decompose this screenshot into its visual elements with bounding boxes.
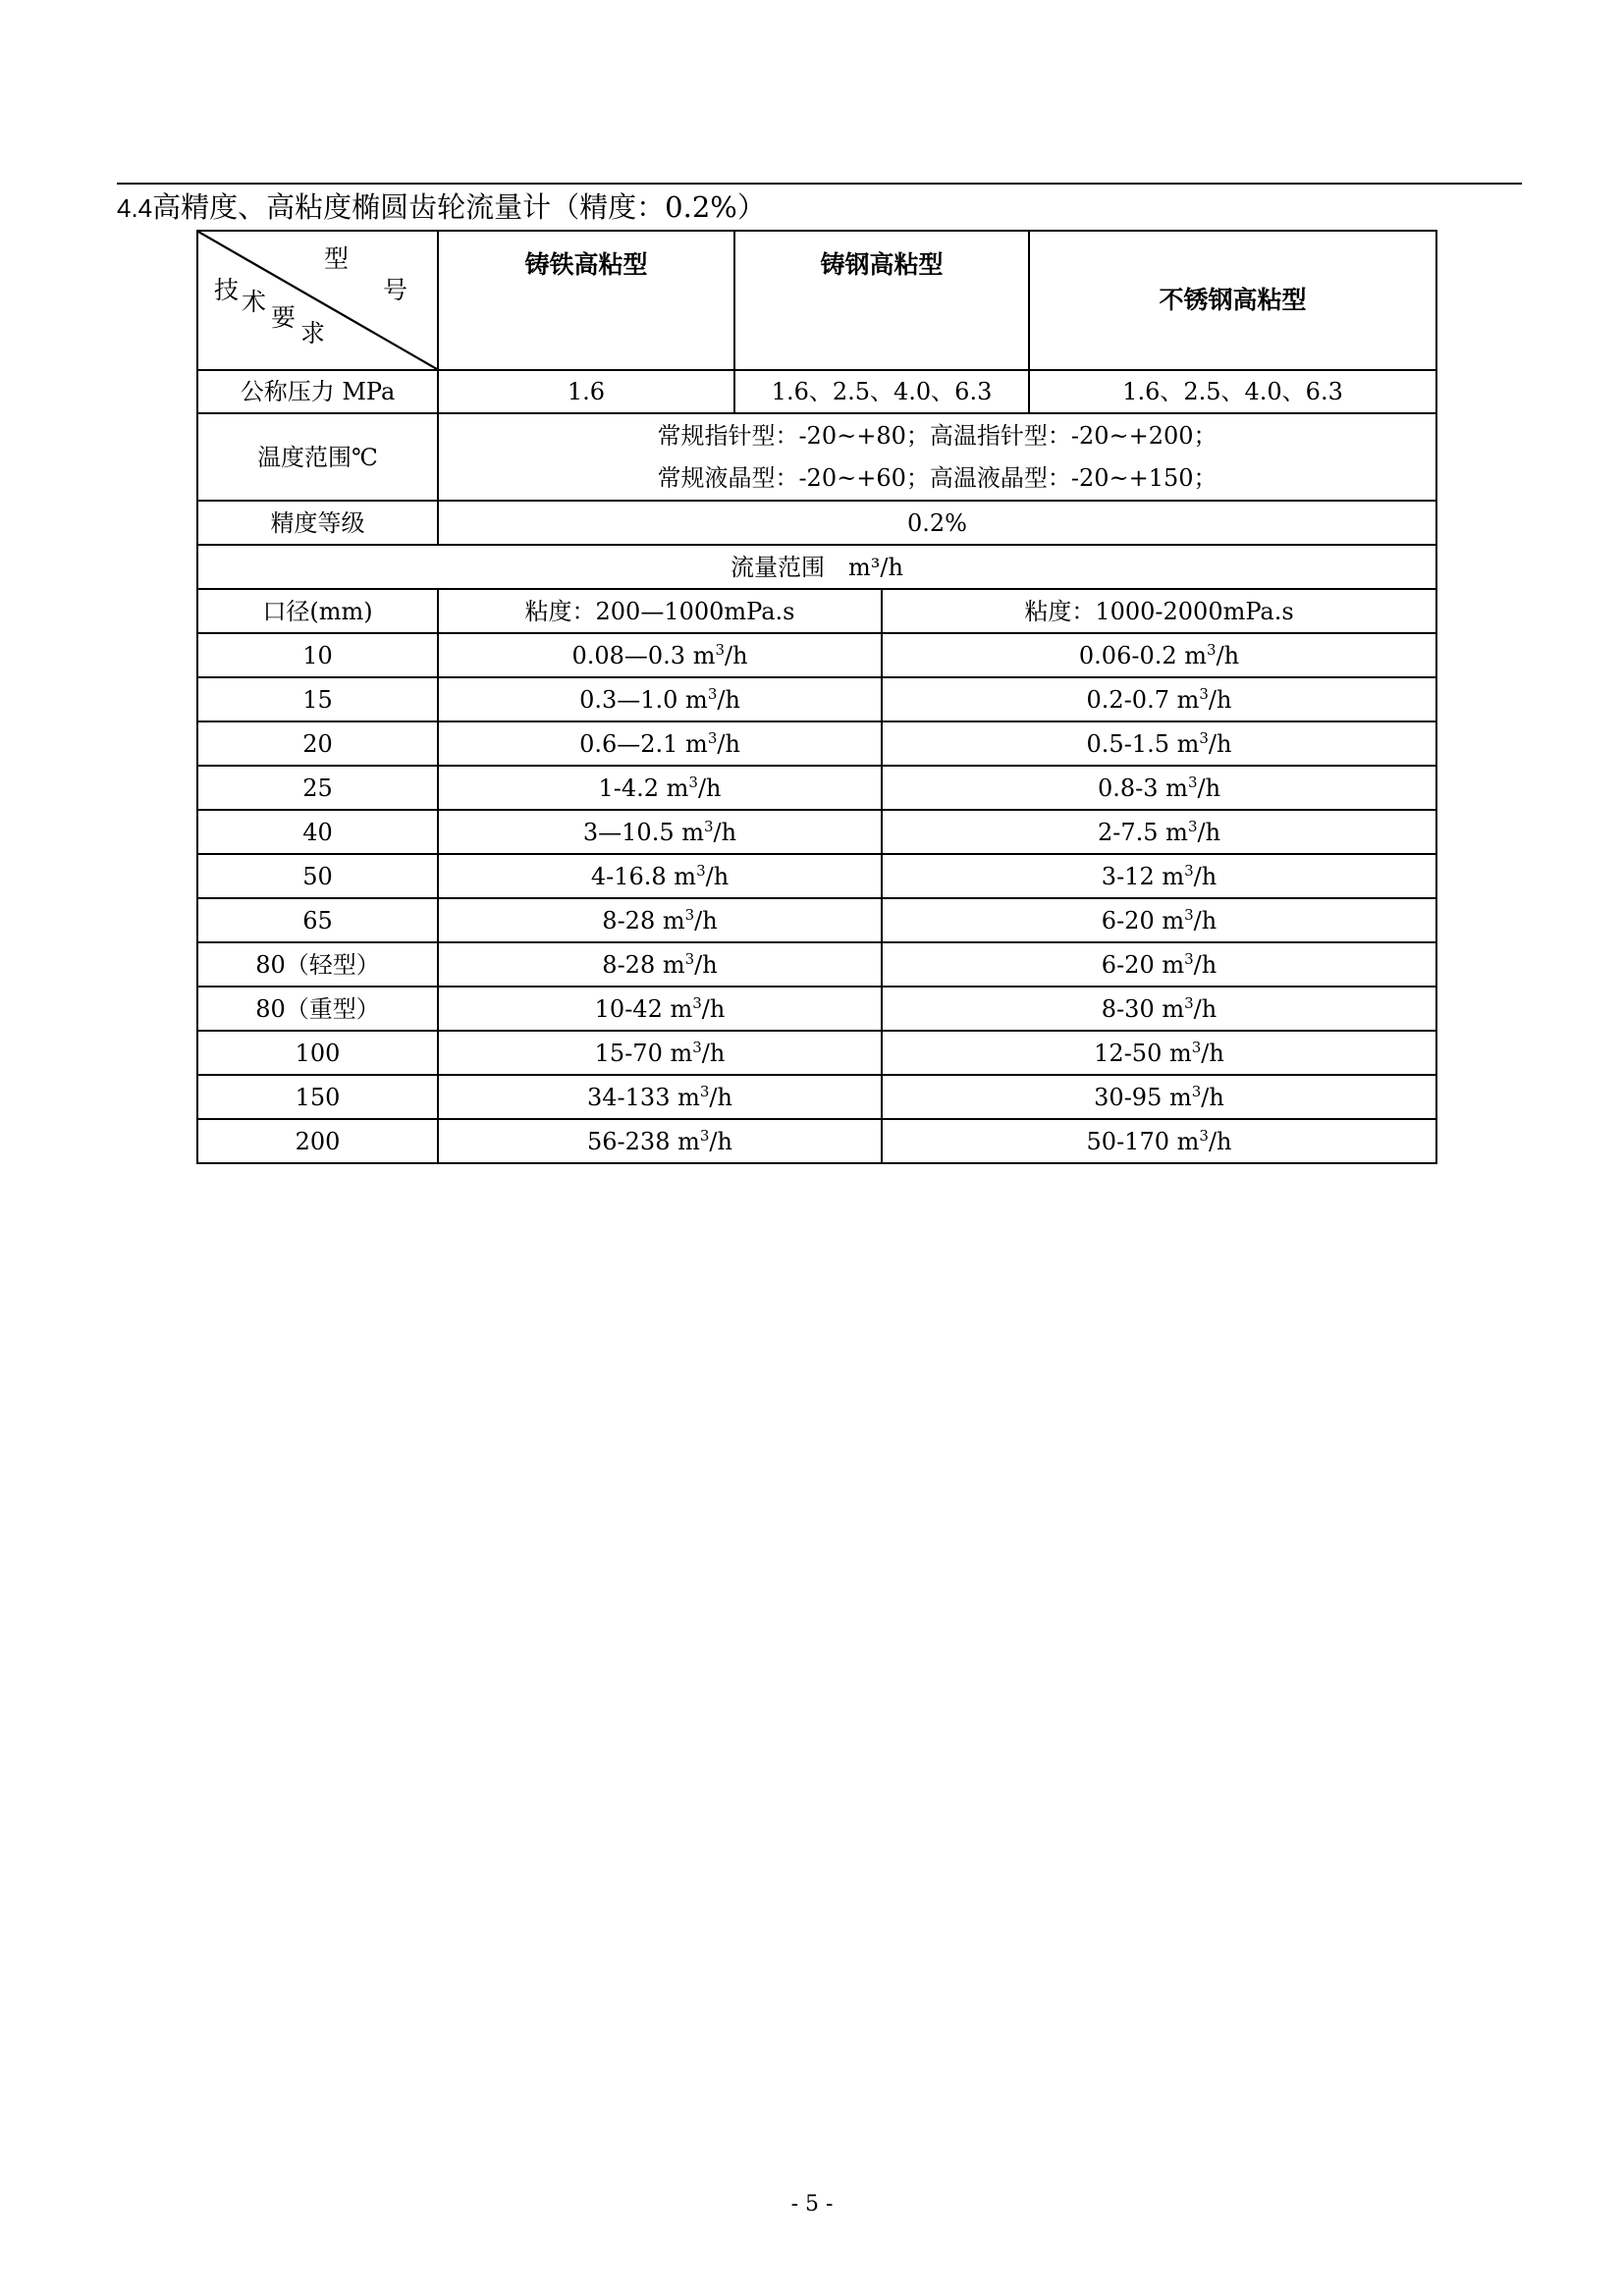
flow-range-number: 0.3—1.0 [579,685,686,714]
flow-unit-tail: /h [1208,729,1232,758]
flow-unit-tail: /h [717,729,740,758]
flow-unit-exponent: 3 [1199,1126,1209,1145]
diameter-header: 口径(mm) [197,589,438,633]
flow-range-number: 6-20 [1101,950,1163,979]
header-row [197,231,1436,370]
flow-unit-tail: /h [1208,685,1232,714]
flow-value [1087,1128,1232,1155]
table-row [197,1031,1436,1075]
flow-unit: m [670,994,693,1023]
flow-low-viscosity-cell [438,1119,882,1163]
flow-value [587,1128,732,1155]
flow-unit: m [1176,729,1200,758]
diameter-cell: 80（轻型） [197,942,438,987]
diameter-cell: 15 [197,677,438,721]
flow-unit-exponent: 3 [1199,728,1209,747]
diameter-cell: 20 [197,721,438,766]
pressure-cast-steel: 1.6、2.5、4.0、6.3 [734,370,1029,413]
flow-unit-exponent: 3 [1191,1038,1202,1056]
flow-range-row [197,545,1436,589]
flow-high-viscosity-cell [882,854,1436,898]
flow-high-viscosity-cell [882,1031,1436,1075]
diameter-cell: 40 [197,810,438,854]
flow-value [1087,686,1232,714]
page-number: - 5 - [790,2192,834,2216]
flow-low-viscosity-cell [438,766,882,810]
table-row [197,1119,1436,1163]
flow-unit: m [662,906,685,934]
flow-unit: m [1165,774,1188,802]
flow-unit: m [677,1083,700,1111]
corner-label-tech: 技 [214,276,240,304]
temperature-line-2: 常规液晶型：-20~+60；高温液晶型：-20~+150； [657,463,1218,492]
flow-range-number: 0.08—0.3 [571,641,693,669]
flow-unit-exponent: 3 [699,1082,710,1100]
flow-unit: m [685,729,708,758]
flow-unit-tail: /h [709,1083,732,1111]
table-row [197,1075,1436,1119]
flow-value [1094,1040,1224,1067]
flow-unit-exponent: 3 [692,993,702,1012]
flow-range-number: 8-28 [602,950,663,979]
pressure-cast-iron: 1.6 [438,370,734,413]
flow-unit-tail: /h [697,774,722,802]
flow-value [1098,819,1220,846]
flow-unit-exponent: 3 [1184,905,1194,924]
accuracy-row [197,501,1436,545]
table-row [197,810,1436,854]
section-title [117,188,766,227]
flow-range-number: 10-42 [594,994,671,1023]
pressure-label: 公称压力 MPa [197,370,438,413]
flow-unit-tail: /h [694,950,718,979]
flow-unit-exponent: 3 [1187,817,1198,835]
flow-range-number: 8-30 [1101,994,1163,1023]
table-row [197,677,1436,721]
flow-unit: m [662,950,685,979]
flow-unit-exponent: 3 [707,728,718,747]
flow-range-number: 2-7.5 [1097,818,1166,846]
flow-unit-exponent: 3 [684,949,695,968]
accuracy-value: 0.2% [438,501,1436,545]
viscosity-low-header: 粘度：200—1000mPa.s [438,589,882,633]
flow-range-number: 6-20 [1101,906,1163,934]
flow-range-number: 0.8-3 [1097,774,1166,802]
flow-unit-exponent: 3 [692,1038,702,1056]
flow-unit-tail: /h [694,906,718,934]
flow-value [1079,642,1239,669]
flow-range-number: 0.2-0.7 [1086,685,1177,714]
diameter-cell: 10 [197,633,438,677]
flow-value [1102,951,1217,979]
flow-unit-tail: /h [701,1039,726,1067]
flow-range-number: 0.5-1.5 [1086,729,1177,758]
flow-unit-exponent: 3 [1184,861,1194,880]
flow-value [571,642,747,669]
flow-unit: m [666,774,689,802]
diameter-cell: 25 [197,766,438,810]
flow-unit: m [692,641,716,669]
flow-high-viscosity-cell [882,677,1436,721]
flow-value [1102,863,1217,890]
flow-high-viscosity-cell [882,987,1436,1031]
table-row [197,942,1436,987]
flow-value [1094,1084,1224,1111]
flow-unit-tail: /h [1216,641,1240,669]
flow-unit-tail: /h [725,641,748,669]
flow-value [1102,995,1217,1023]
flow-range-number: 12-50 [1094,1039,1169,1067]
flow-value [583,819,736,846]
pressure-row [197,370,1436,413]
flow-unit-exponent: 3 [688,773,698,791]
flow-unit: m [1162,994,1185,1023]
flow-unit-tail: /h [1201,1039,1224,1067]
flow-unit-tail: /h [717,685,740,714]
flow-unit: m [1184,641,1208,669]
flow-unit-exponent: 3 [1187,773,1198,791]
flow-high-viscosity-cell [882,810,1436,854]
flow-range-number: 30-95 [1094,1083,1169,1111]
flow-value [595,1040,726,1067]
flow-range-number: 0.06-0.2 [1078,641,1185,669]
corner-label-type: 型 [324,244,350,273]
header-cast-steel: 铸钢高粘型 [734,231,1029,370]
flow-range-label: 流量范围 m³/h [197,545,1436,589]
flow-unit: m [677,1127,700,1155]
flow-value [591,863,729,890]
flow-low-viscosity-cell [438,721,882,766]
flow-value [598,774,721,802]
flow-unit: m [1162,906,1185,934]
flow-unit: m [685,685,708,714]
flow-range-number: 15-70 [594,1039,671,1067]
flow-low-viscosity-cell [438,1075,882,1119]
diameter-cell: 100 [197,1031,438,1075]
flow-range-number: 8-28 [602,906,663,934]
flow-unit-tail: /h [1197,774,1221,802]
temperature-values [438,413,1436,501]
flow-high-viscosity-cell [882,633,1436,677]
table-row [197,766,1436,810]
flow-value [587,1084,732,1111]
flow-value [579,730,740,758]
flow-low-viscosity-cell [438,1031,882,1075]
corner-label-yao: 要 [271,303,297,332]
flow-unit-tail: /h [1201,1083,1224,1111]
flow-high-viscosity-cell [882,1075,1436,1119]
flow-unit-exponent: 3 [1191,1082,1202,1100]
temperature-label: 温度范围℃ [197,413,438,501]
flow-unit-tail: /h [705,862,730,890]
diameter-cell: 65 [197,898,438,942]
flow-range-number: 34-133 [587,1083,678,1111]
temperature-line-1: 常规指针型：-20~+80；高温指针型：-20~+200； [657,421,1218,450]
top-rule [117,183,1522,185]
diameter-cell: 80（重型） [197,987,438,1031]
flow-unit: m [1165,818,1188,846]
table-row [197,721,1436,766]
flow-unit-tail: /h [1193,994,1218,1023]
flow-unit: m [670,1039,693,1067]
flow-unit: m [1162,950,1185,979]
table-row [197,633,1436,677]
flow-unit: m [674,862,697,890]
flow-value [579,686,740,714]
flow-range-number: 3—10.5 [582,818,682,846]
corner-label-shu: 术 [242,288,267,316]
corner-label-qiu: 求 [300,319,326,347]
flow-low-viscosity-cell [438,677,882,721]
flow-value [1102,907,1217,934]
flow-low-viscosity-cell [438,987,882,1031]
flow-value [602,951,717,979]
flow-unit-exponent: 3 [1199,684,1209,703]
flow-high-viscosity-cell [882,898,1436,942]
column-header-row [197,589,1436,633]
diameter-cell: 200 [197,1119,438,1163]
diameter-cell: 150 [197,1075,438,1119]
accuracy-label: 精度等级 [197,501,438,545]
flow-unit-tail: /h [701,994,726,1023]
table-row [197,898,1436,942]
flow-unit: m [1162,862,1185,890]
flow-unit: m [681,818,704,846]
flow-unit-exponent: 3 [715,640,725,659]
flow-unit: m [1176,685,1200,714]
flow-unit: m [1168,1083,1192,1111]
flow-range-number: 56-238 [587,1127,678,1155]
flow-unit-exponent: 3 [707,684,718,703]
flow-unit-tail: /h [1208,1127,1232,1155]
flow-unit-exponent: 3 [1207,640,1217,659]
section-title-text: 高精度、高粘度椭圆齿轮流量计（精度：0.2%） [152,190,766,224]
flow-unit-tail: /h [1193,862,1218,890]
flow-high-viscosity-cell [882,766,1436,810]
flow-range-number: 50-170 [1086,1127,1177,1155]
flow-unit-tail: /h [1193,906,1218,934]
flow-range-number: 0.6—2.1 [579,729,686,758]
flow-value [1098,774,1220,802]
flow-value [1087,730,1232,758]
flow-unit-tail: /h [1193,950,1218,979]
temperature-row [197,413,1436,501]
pressure-stainless: 1.6、2.5、4.0、6.3 [1029,370,1436,413]
flow-high-viscosity-cell [882,721,1436,766]
table-row [197,854,1436,898]
header-stainless-steel: 不锈钢高粘型 [1029,231,1436,370]
flow-low-viscosity-cell [438,854,882,898]
flow-unit-exponent: 3 [684,905,695,924]
flow-value [602,907,717,934]
flow-unit-tail: /h [709,1127,732,1155]
flow-low-viscosity-cell [438,898,882,942]
flow-unit-exponent: 3 [699,1126,710,1145]
corner-label-number: 号 [383,276,408,304]
flow-low-viscosity-cell [438,942,882,987]
flow-unit-exponent: 3 [1184,949,1194,968]
flow-unit-exponent: 3 [1184,993,1194,1012]
flow-unit-tail: /h [1197,818,1221,846]
header-cast-iron: 铸铁高粘型 [438,231,734,370]
flow-unit-tail: /h [713,818,737,846]
flow-low-viscosity-cell [438,633,882,677]
diameter-cell: 50 [197,854,438,898]
flow-unit-exponent: 3 [704,817,714,835]
flow-range-number: 4-16.8 [590,862,675,890]
viscosity-high-header: 粘度：1000-2000mPa.s [882,589,1436,633]
flow-range-number: 3-12 [1101,862,1163,890]
flow-high-viscosity-cell [882,1119,1436,1163]
flow-low-viscosity-cell [438,810,882,854]
corner-header-cell [197,231,438,370]
flow-unit: m [1168,1039,1192,1067]
spec-table [196,230,1437,1164]
flow-value [595,995,726,1023]
flow-unit: m [1176,1127,1200,1155]
flow-high-viscosity-cell [882,942,1436,987]
flow-unit-exponent: 3 [696,861,706,880]
flow-range-number: 1-4.2 [598,774,667,802]
table-row [197,987,1436,1031]
section-number: 4.4 [117,193,153,223]
